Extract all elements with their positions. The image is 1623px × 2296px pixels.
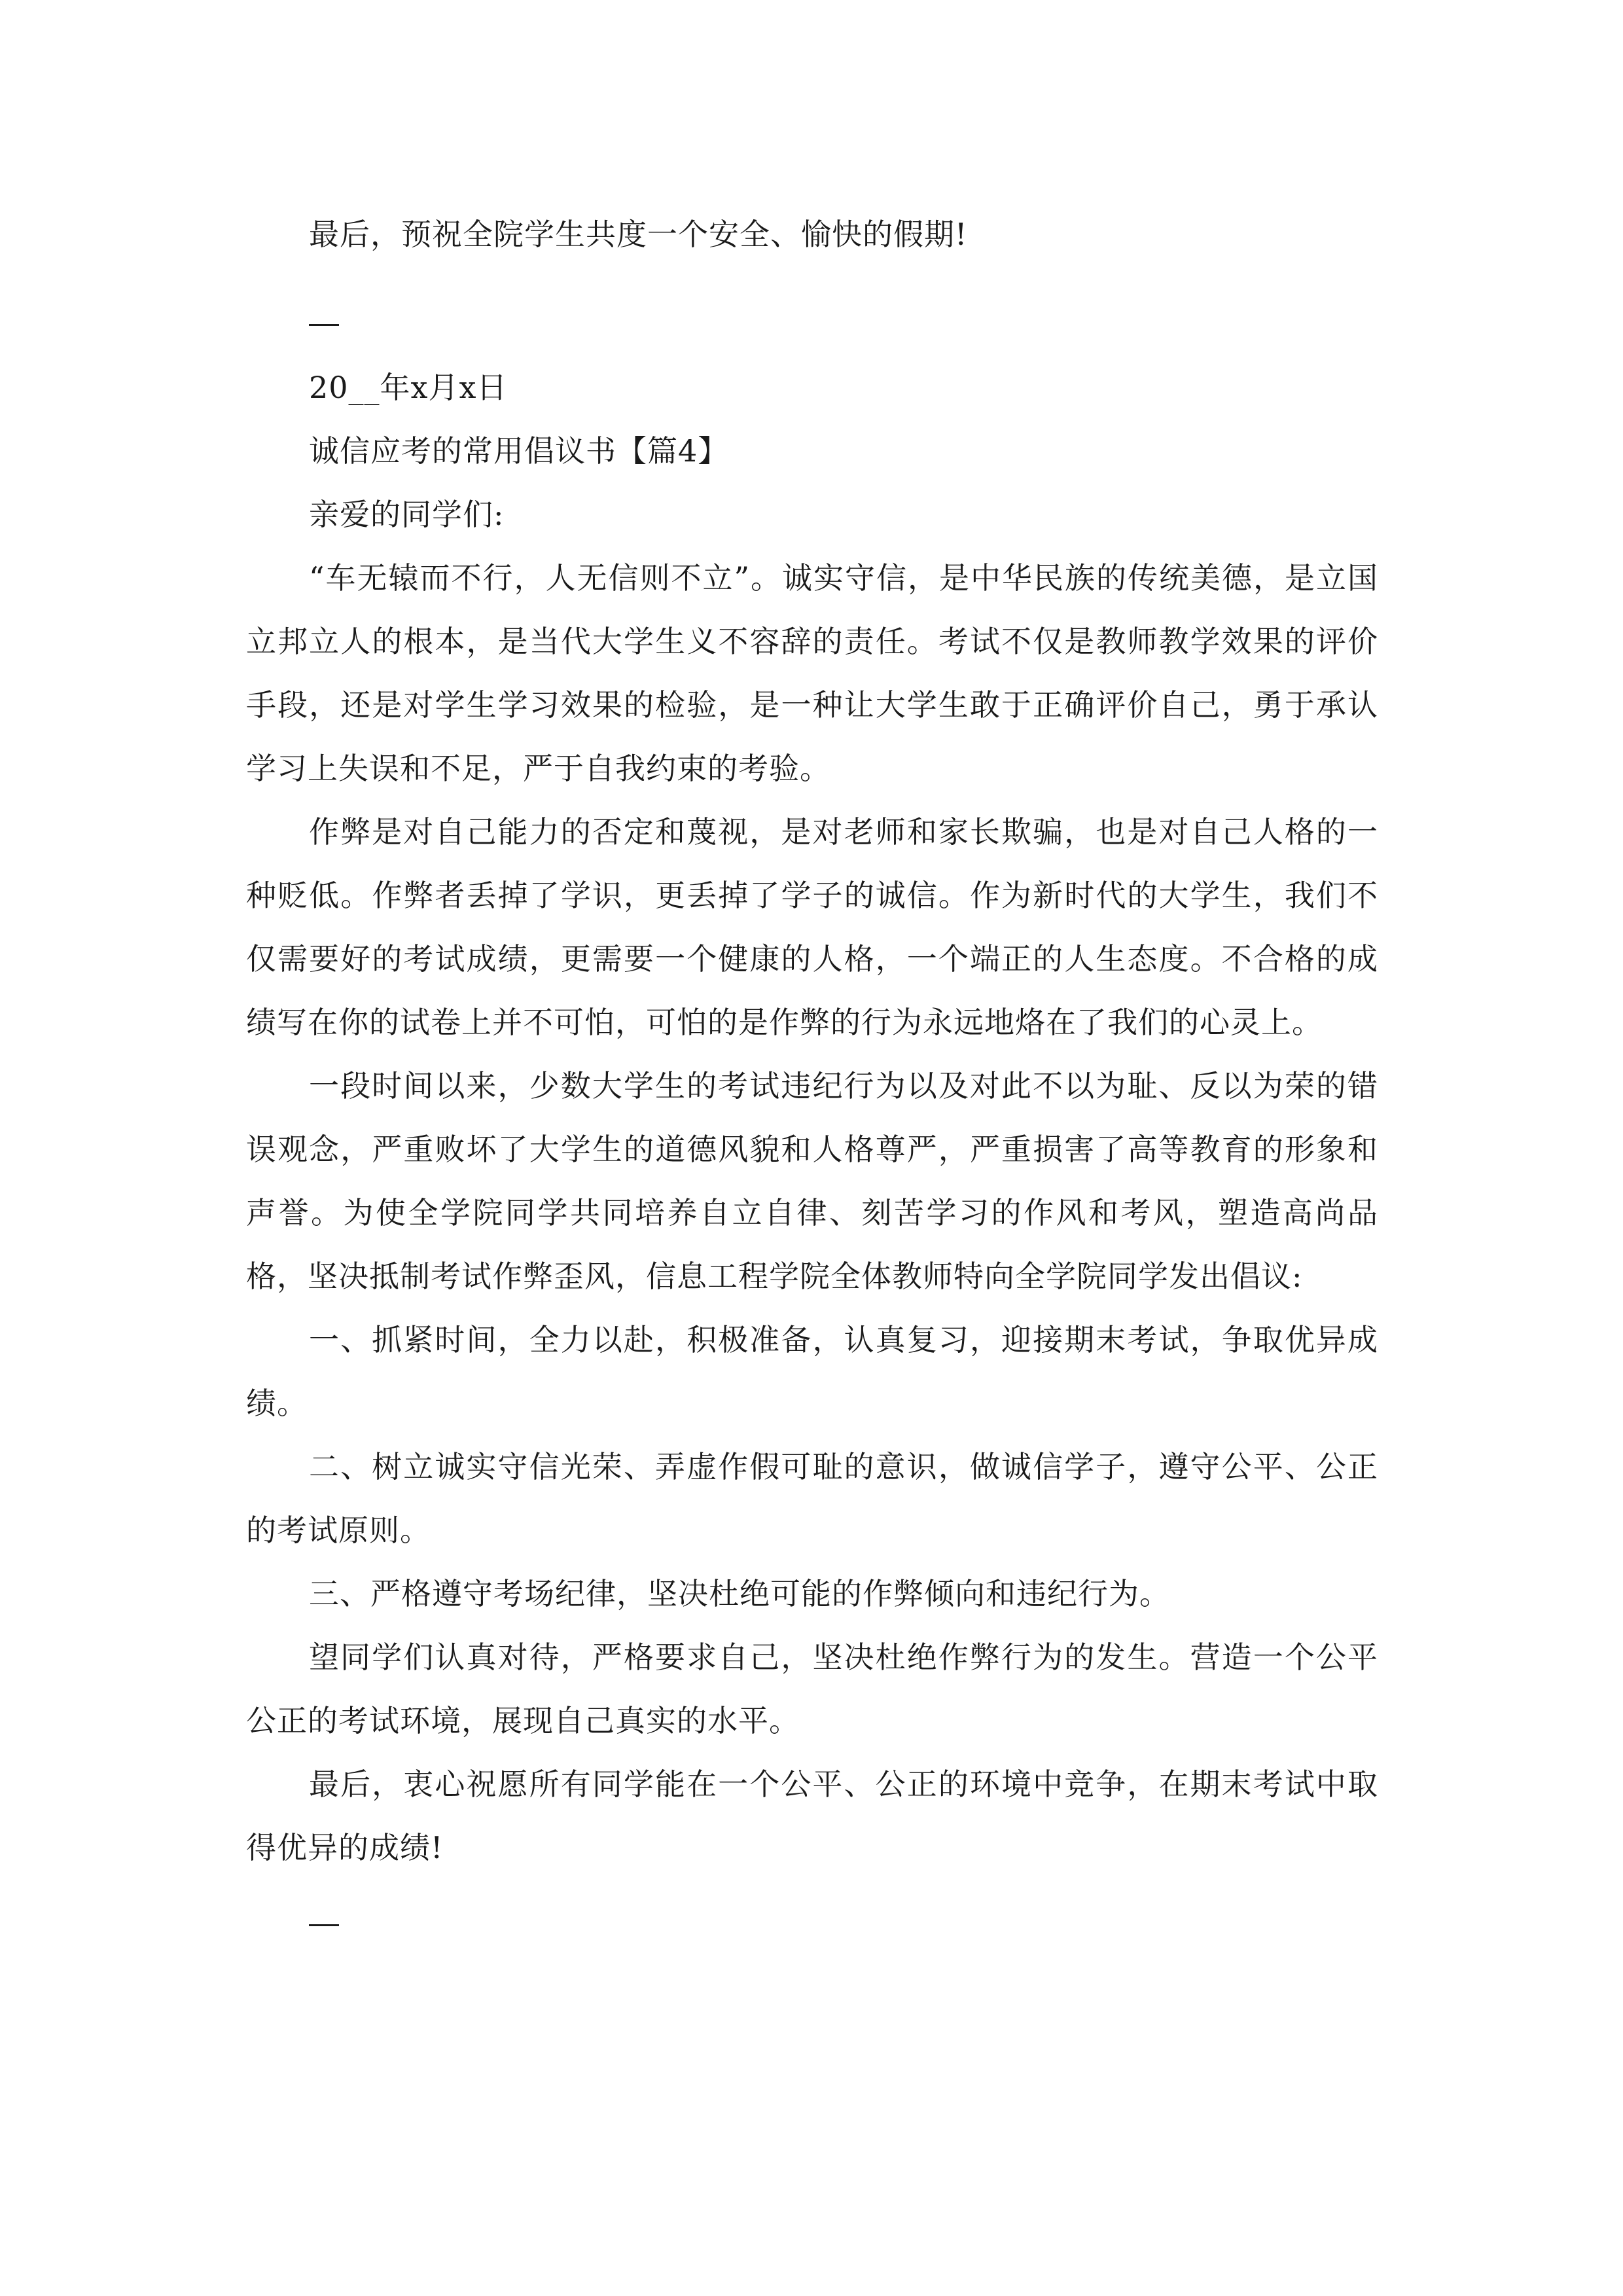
signature-dash-2 <box>246 1893 1378 1956</box>
paragraph-1: “车无辕而不行，人无信则不立”。诚实守信，是中华民族的传统美德，是立国立邦立人的根本，是当代大学生义不容辞的责任。考试不仅是教师教学效果的评价手段，还是对学生学习效果的检验，是一种让大学生敢于正确评价自己，勇于承认学习上失误和不足，严于自我约束的考验。 <box>246 560 1378 786</box>
paragraph-3: 一段时间以来，少数大学生的考试违纪行为以及对此不以为耻、反以为荣的错误观念，严重败坏了大学生的道德风貌和人格尊严，严重损害了高等教育的形象和声誉。为使全学院同学共同培养自立自律、刻苦学习的作风和考风，塑造高尚品格，坚决抵制考试作弊歪风，信息工程学院全体教师特向全学院同学发出倡议: <box>246 1068 1378 1294</box>
list-item-1: 一、抓紧时间，全力以赴，积极准备，认真复习，迎接期末考试，争取优异成绩。 <box>246 1322 1378 1421</box>
signature-dash-1 <box>246 293 1378 356</box>
date-line: 20__年x月x日 <box>309 370 508 405</box>
list-item-2: 二、树立诚实守信光荣、弄虚作假可耻的意识，做诚信学子，遵守公平、公正的考试原则。 <box>246 1449 1378 1548</box>
salutation: 亲爱的同学们: <box>309 497 505 532</box>
closing-paragraph-2: 最后，衷心祝愿所有同学能在一个公平、公正的环境中竞争，在期末考试中取得优异的成绩! <box>246 1767 1378 1865</box>
document-body <box>246 203 1378 1956</box>
closing-paragraph-1: 最后，预祝全院学生共度一个安全、愉快的假期! <box>309 217 968 252</box>
paragraph-2: 作弊是对自己能力的否定和蔑视，是对老师和家长欺骗，也是对自己人格的一种贬低。作弊者丢掉了学识，更丢掉了学子的诚信。作为新时代的大学生，我们不仅需要好的考试成绩，更需要一个健康的人格，一个端正的人生态度。不合格的成绩写在你的试卷上并不可怕，可怕的是作弊的行为永远地烙在了我们的心灵上。 <box>246 814 1378 1040</box>
section-title: 诚信应考的常用倡议书【篇4】 <box>309 433 729 469</box>
paragraph-4: 望同学们认真对待，严格要求自己，坚决杜绝作弊行为的发生。营造一个公平公正的考试环境，展现自己真实的水平。 <box>246 1640 1378 1738</box>
list-item-3: 三、严格遵守考场纪律，坚决杜绝可能的作弊倾向和违纪行为。 <box>309 1576 1170 1611</box>
